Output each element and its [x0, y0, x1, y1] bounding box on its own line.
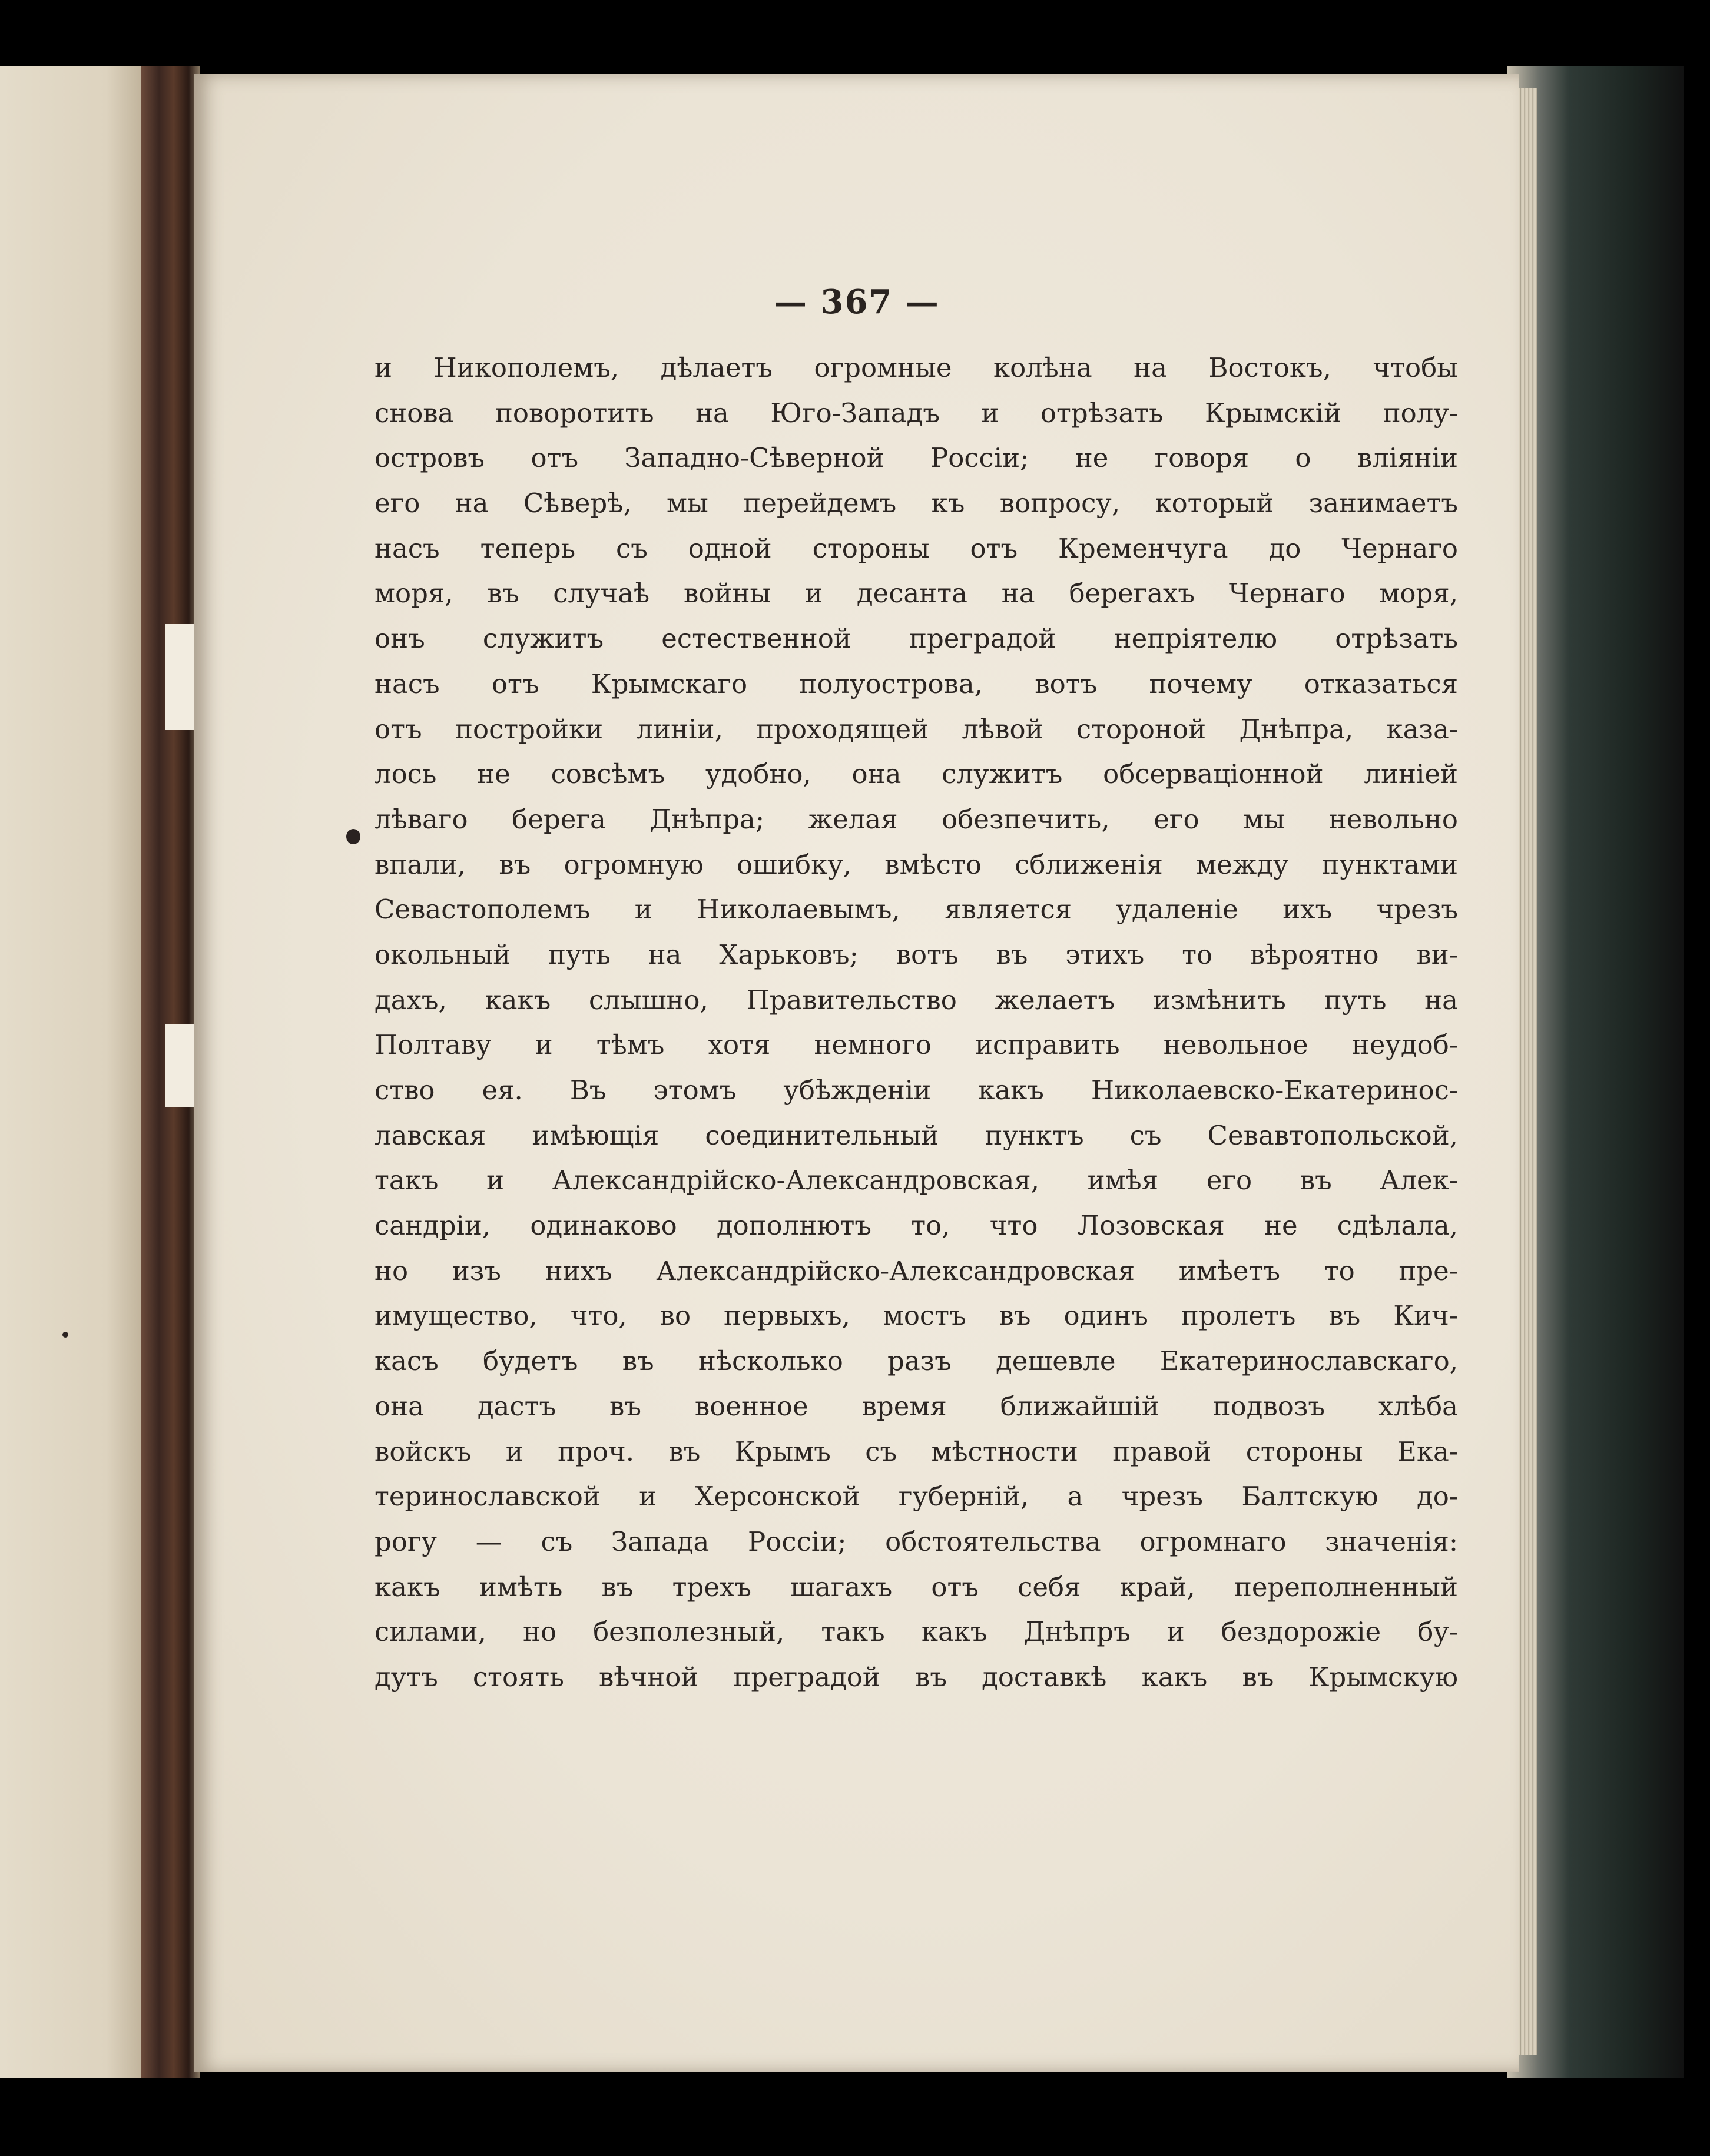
text-line: Севастополемъ и Николаевымъ, является удаленіе ихъ чрезъ: [375, 894, 1458, 926]
text-line: Полтаву и тѣмъ хотя немного исправить невольное неудоб-: [375, 1029, 1458, 1061]
text-line: лавская имѣющія соединительный пунктъ съ Севавтопольской,: [375, 1119, 1458, 1151]
text-line: касъ будетъ въ нѣсколько разъ дешевле Екатеринославскаго,: [375, 1345, 1458, 1377]
text-line: снова поворотить на Юго-Западъ и отрѣзать Крымскій полу-: [375, 397, 1458, 429]
text-line: отъ постройки линіи, проходящей лѣвой стороной Днѣпра, каза-: [375, 713, 1458, 745]
page-number: — 367 —: [774, 283, 940, 321]
text-line: имущество, что, во первыхъ, мостъ въ одинъ пролетъ въ Кич-: [375, 1300, 1458, 1332]
text-line: такъ и Александрійско-Александровская, имѣя его въ Алек-: [375, 1165, 1458, 1196]
left-page-edge: [0, 66, 152, 2078]
text-line: впали, въ огромную ошибку, вмѣсто сближенія между пунктами: [375, 848, 1458, 880]
text-line: и Никополемъ, дѣлаетъ огромные колѣна на Востокъ, чтобы: [375, 352, 1458, 383]
page-body-text: [375, 346, 1458, 1700]
text-line: лось не совсѣмъ удобно, она служитъ обсерваціонной линіей: [375, 758, 1458, 790]
page-blemish: [62, 1332, 68, 1338]
text-line: окольный путь на Харьковъ; вотъ въ этихъ то вѣроятно ви-: [375, 938, 1458, 970]
text-line: насъ теперь съ одной стороны отъ Кременчуга до Чернаго: [375, 532, 1458, 564]
text-line: какъ имѣть въ трехъ шагахъ отъ себя край, переполненный: [375, 1571, 1458, 1603]
text-line: насъ отъ Крымскаго полуострова, вотъ почему отказаться: [375, 668, 1458, 699]
text-line: дутъ стоять вѣчной преградой въ доставкѣ какъ въ Крымскую: [375, 1661, 1458, 1693]
text-line: силами, но безполезный, такъ какъ Днѣпръ и бездорожіе бу-: [375, 1616, 1458, 1648]
text-line: войскъ и проч. въ Крымъ съ мѣстности правой стороны Ека-: [375, 1435, 1458, 1467]
text-line: рогу — съ Запада Россіи; обстоятельства огромнаго значенія:: [375, 1525, 1458, 1557]
book-page: [194, 74, 1519, 2072]
text-line: сандріи, одинаково дополнютъ то, что Лозовская не сдѣлала,: [375, 1210, 1458, 1242]
page-blemish: [346, 829, 360, 844]
text-line: дахъ, какъ слышно, Правительство желаетъ измѣнить путь на: [375, 984, 1458, 1016]
text-line: теринославской и Херсонской губерній, а чрезъ Балтскую до-: [375, 1481, 1458, 1512]
text-line: онъ служитъ естественной преградой непріятелю отрѣзать: [375, 623, 1458, 655]
text-line: она дастъ въ военное время ближайшій подвозъ хлѣба: [375, 1390, 1458, 1422]
text-line: но изъ нихъ Александрійско-Александровская имѣетъ то пре-: [375, 1255, 1458, 1286]
text-line: островъ отъ Западно-Сѣверной Россіи; не говоря о вліяніи: [375, 442, 1458, 474]
text-line: его на Сѣверѣ, мы перейдемъ къ вопросу, который занимаетъ: [375, 487, 1458, 519]
text-line: ство ея. Въ этомъ убѣжденіи какъ Николаевско-Екатеринос-: [375, 1074, 1458, 1106]
text-line: моря, въ случаѣ войны и десанта на берегахъ Чернаго моря,: [375, 578, 1458, 609]
text-line: лѣваго берега Днѣпра; желая обезпечить, его мы невольно: [375, 803, 1458, 835]
